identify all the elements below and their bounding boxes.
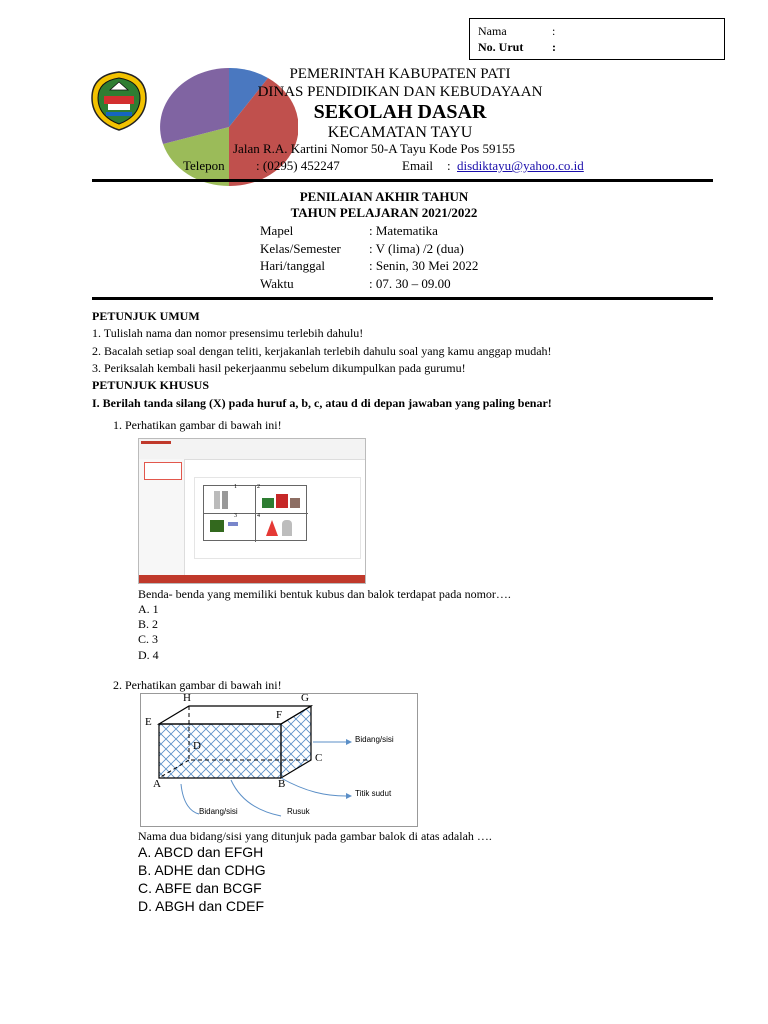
q2-option-a: A. ABCD dan EFGH	[138, 844, 264, 860]
umum-item: 1. Tulislah nama dan nomor presensimu terlebih dahulu!	[92, 326, 364, 340]
label-bidang-sisi-bottom: Bidang/sisi	[199, 807, 238, 816]
label-rusuk: Rusuk	[287, 807, 310, 816]
address: Jalan R.A. Kartini Nomor 50-A Tayu Kode Pos 59155	[233, 141, 515, 156]
urut-label: No. Urut	[478, 40, 524, 54]
umum-item: 3. Periksalah kembali hasil pekerjaanmu sebelum dikumpulkan pada gurumu!	[92, 361, 466, 375]
label-titik-sudut: Titik sudut	[355, 789, 392, 798]
q1-grid	[203, 485, 307, 541]
khusus-heading: PETUNJUK KHUSUS	[92, 378, 210, 392]
vertex-h: H	[183, 692, 191, 704]
field-value: : 07. 30 – 09.00	[369, 275, 451, 291]
q1-option-c: C. 3	[138, 632, 159, 646]
q2-cuboid-figure	[140, 693, 418, 827]
field-value: : Matematika	[369, 223, 438, 238]
q1-option-b: B. 2	[138, 617, 159, 631]
nama-label: Nama	[478, 24, 507, 38]
q2-option-b: B. ADHE dan CDHG	[138, 862, 266, 878]
name-box	[469, 18, 725, 60]
exam-divider	[92, 297, 713, 300]
vertex-b: B	[278, 778, 286, 790]
q2-option-d: D. ABGH dan CDEF	[138, 898, 265, 914]
vertex-d: D	[193, 740, 201, 752]
header-line1: PEMERINTAH KABUPATEN PATI	[289, 66, 511, 82]
phone-value: : (0295) 452247	[256, 158, 340, 173]
vertex-c: C	[315, 752, 323, 764]
field-label: Kelas/Semester	[260, 240, 341, 256]
email-label: Email	[402, 158, 434, 173]
header-divider	[92, 179, 713, 182]
field-value: : V (lima) /2 (dua)	[369, 240, 464, 256]
email-colon: :	[447, 158, 451, 173]
regency-crest-icon	[88, 70, 150, 132]
q1-num-3: 3	[234, 513, 237, 519]
nama-colon: :	[552, 24, 556, 38]
q1-num-1: 1	[234, 484, 237, 490]
q2-intro: 2. Perhatikan gambar di bawah ini!	[113, 678, 282, 692]
header-line4: KECAMATAN TAYU	[327, 124, 473, 141]
email-link[interactable]: disdiktayu@yahoo.co.id	[457, 158, 584, 173]
exam-title2: TAHUN PELAJARAN 2021/2022	[290, 205, 478, 220]
umum-item: 2. Bacalah setiap soal dengan teliti, kerjakanlah terlebih dahulu soal yang kamu anggap mudah!	[92, 344, 552, 358]
q2-option-c: C. ABFE dan BCGF	[138, 880, 262, 896]
q2-question: Nama dua bidang/sisi yang ditunjuk pada gambar balok di atas adalah ….	[138, 829, 492, 843]
urut-colon: :	[552, 40, 556, 54]
umum-heading: PETUNJUK UMUM	[92, 309, 200, 323]
header-line3: SEKOLAH DASAR	[313, 101, 487, 123]
exam-title1: PENILAIAN AKHIR TAHUN	[299, 189, 469, 204]
q1-question: Benda- benda yang memiliki bentuk kubus dan balok terdapat pada nomor….	[138, 587, 511, 601]
q1-option-a: A. 1	[138, 602, 159, 616]
label-bidang-sisi-right: Bidang/sisi	[355, 735, 394, 744]
exam-fields	[260, 222, 560, 292]
field-label: Hari/tanggal	[260, 258, 325, 273]
q1-option-d: D. 4	[138, 648, 159, 662]
q1-num-2: 2	[257, 484, 260, 490]
q1-intro: 1. Perhatikan gambar di bawah ini!	[113, 418, 282, 432]
q1-screenshot-image	[138, 438, 366, 584]
field-value: : Senin, 30 Mei 2022	[369, 258, 479, 273]
vertex-f: F	[276, 709, 283, 721]
vertex-e: E	[145, 716, 152, 728]
field-label: Mapel	[260, 223, 294, 238]
vertex-a: A	[153, 778, 161, 790]
header-line2: DINAS PENDIDIKAN DAN KEBUDAYAAN	[257, 84, 543, 100]
field-label: Waktu	[260, 275, 294, 291]
q1-num-4: 4	[257, 513, 260, 519]
phone-label: Telepon	[183, 158, 225, 173]
vertex-g: G	[301, 692, 309, 704]
khusus-instruction: I. Berilah tanda silang (X) pada huruf a, b, c, atau d di depan jawaban yang paling benar!	[92, 396, 552, 410]
